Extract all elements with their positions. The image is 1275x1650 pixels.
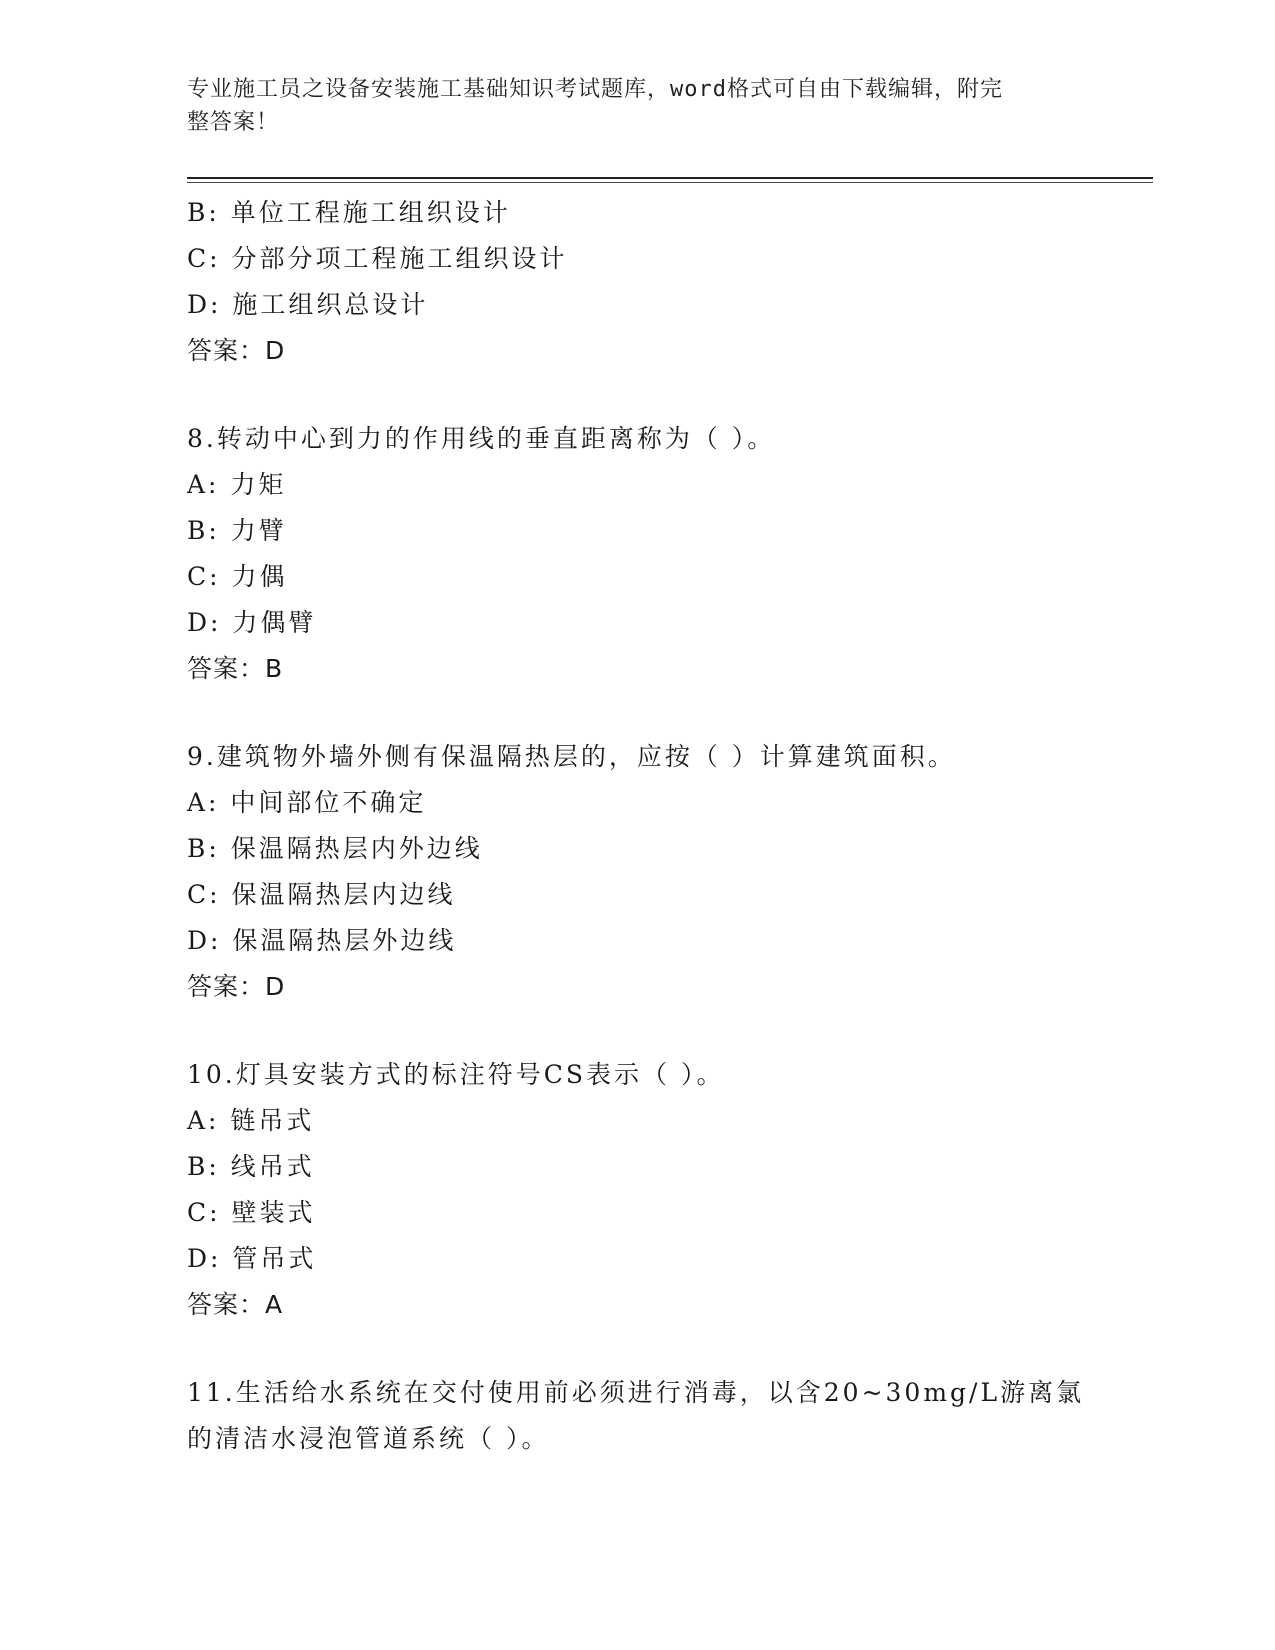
option-b: B: 保温隔热层内外边线 — [187, 834, 483, 863]
option-a: A: 力矩 — [187, 470, 287, 499]
header-divider-thin — [187, 182, 1153, 183]
header-divider-thick — [187, 177, 1153, 179]
option-d: D: 保温隔热层外边线 — [187, 926, 457, 955]
option-c: C: 壁装式 — [187, 1198, 316, 1227]
answer-text: 答案：D — [187, 336, 286, 365]
question-text: 8.转动中心到力的作用线的垂直距离称为（ ）。 — [187, 424, 776, 453]
option-c: C: 保温隔热层内边线 — [187, 880, 456, 909]
header-line-1: 专业施工员之设备安装施工基础知识考试题库，word格式可自由下载编辑，附完 — [187, 77, 1003, 102]
option-b: B: 线吊式 — [187, 1152, 315, 1181]
option-a: A: 链吊式 — [187, 1106, 315, 1135]
question-9 — [187, 734, 1087, 1010]
question-7-continued — [187, 190, 1087, 374]
answer-text: 答案：B — [187, 654, 284, 683]
option-b: B: 单位工程施工组织设计 — [187, 198, 511, 227]
option-b: B: 力臂 — [187, 516, 287, 545]
question-text-line-2: 的清洁水浸泡管道系统（ ）。 — [187, 1424, 550, 1453]
option-d: D: 力偶臂 — [187, 608, 317, 637]
question-10 — [187, 1052, 1087, 1328]
header-line-2: 整答案！ — [187, 110, 280, 135]
answer-text: 答案：A — [187, 1290, 284, 1319]
question-8 — [187, 416, 1087, 692]
option-d: D: 管吊式 — [187, 1244, 317, 1273]
question-text: 10.灯具安装方式的标注符号CS表示（ ）。 — [187, 1060, 725, 1089]
question-11 — [187, 1370, 1087, 1462]
option-c: C: 力偶 — [187, 562, 288, 591]
option-a: A: 中间部位不确定 — [187, 788, 427, 817]
option-c: C: 分部分项工程施工组织设计 — [187, 244, 568, 273]
question-text: 9.建筑物外墙外侧有保温隔热层的，应按（ ）计算建筑面积。 — [187, 742, 956, 771]
question-list — [187, 190, 1087, 1462]
document-header — [187, 73, 1087, 139]
answer-text: 答案：D — [187, 972, 286, 1001]
question-text-line-1: 11.生活给水系统在交付使用前必须进行消毒，以含20~30mg/L游离氯 — [187, 1378, 1085, 1407]
option-d: D: 施工组织总设计 — [187, 290, 429, 319]
